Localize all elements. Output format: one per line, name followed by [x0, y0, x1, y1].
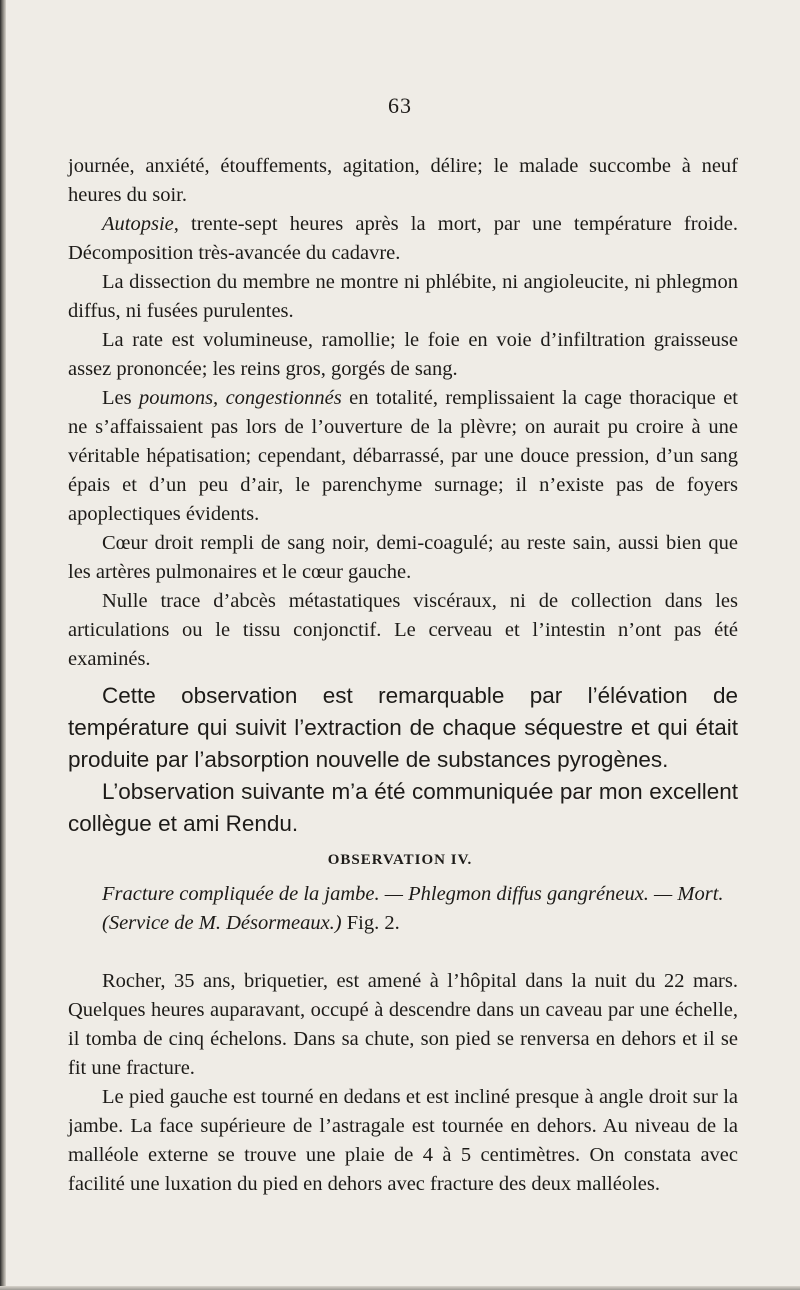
poumons-text: en totalité, remplissaient la cage thoracique et ne s’affaissaient pas lors de l’ouverture de la plèvre; on aurait pu croire à une véritable hépatisation; cependant, débarrassé, par une douce pression, d’un sang épais et d’un peu d’air, le parenchyme surnage; il n’existe pas de foyers apoplectiques évidents. [68, 387, 738, 525]
autopsy-text: , trente-sept heures après la mort, par une température froide. Décomposition très-avancée du cadavre. [68, 213, 738, 264]
autopsy-section [68, 152, 738, 674]
paragraph-abces: Nulle trace d’abcès métastatiques viscéraux, ni de collection dans les articulations ou le tissu conjonctif. Le cerveau et l’intestin n’ont pas été examinés. [68, 590, 738, 670]
paragraph-autopsy [68, 210, 738, 268]
case-diagnosis-text: Fracture compliquée de la jambe. — Phlegmon diffus gangréneux. — Mort. [102, 883, 724, 905]
page-number: 63 [388, 93, 412, 118]
remark-paragraph: Cette observation est remarquable par l’élévation de température qui suivit l’extraction de chaque séquestre et qui était produite par l’absorption nouvelle de substances pyrogènes. [68, 683, 738, 772]
figure-reference: Fig. 2. [341, 912, 400, 934]
remarks-section [68, 680, 738, 840]
page-binding-edge [0, 0, 6, 1290]
poumons-lead: Les [102, 387, 140, 409]
paragraph-dissection: La dissection du membre ne montre ni phlébite, ni angioleucite, ni phlegmon diffus, ni fusées purulentes. [68, 271, 738, 322]
paragraph-rate: La rate est volumineuse, ramollie; le foie en voie d’infiltration graisseuse assez prononcée; les reins gros, gorgés de sang. [68, 329, 738, 380]
remark-paragraph: L’observation suivante m’a été communiquée par mon excellent collègue et ami Rendu. [68, 779, 738, 836]
paragraph-poumons [68, 384, 738, 529]
case-diagnosis [68, 880, 738, 909]
case-body [68, 967, 738, 1199]
poumons-italic: poumons, congestionnés [139, 387, 342, 409]
case-service-text: (Service de M. Désormeaux.) [102, 912, 342, 934]
observation-heading: OBSERVATION IV. [327, 852, 473, 868]
case-service [68, 909, 738, 938]
case-paragraph: Le pied gauche est tourné en dedans et est incliné presque à angle droit sur la jambe. La face supérieure de l’astragale est tournée en dehors. Au niveau de la malléole externe se trouve une plaie de 4 à 5 centimètres. On constata avec facilité une luxation du pied en dehors avec fracture des deux malléoles. [68, 1086, 738, 1195]
paragraph-coeur: Cœur droit rempli de sang noir, demi-coagulé; au reste sain, aussi bien que les artères pulmonaires et le cœur gauche. [68, 532, 738, 583]
case-title [68, 880, 738, 938]
page-bottom-edge [0, 1286, 800, 1290]
autopsy-label: Autopsie [102, 213, 174, 235]
case-paragraph: Rocher, 35 ans, briquetier, est amené à l’hôpital dans la nuit du 22 mars. Quelques heures auparavant, occupé à descendre dans un caveau par une échelle, il tomba de cinq échelons. Dans sa chute, son pied se renversa en dehors et il se fit une fracture. [68, 970, 738, 1079]
paragraph-continued: journée, anxiété, étouffements, agitation, délire; le malade succombe à neuf heures du soir. [68, 155, 738, 206]
